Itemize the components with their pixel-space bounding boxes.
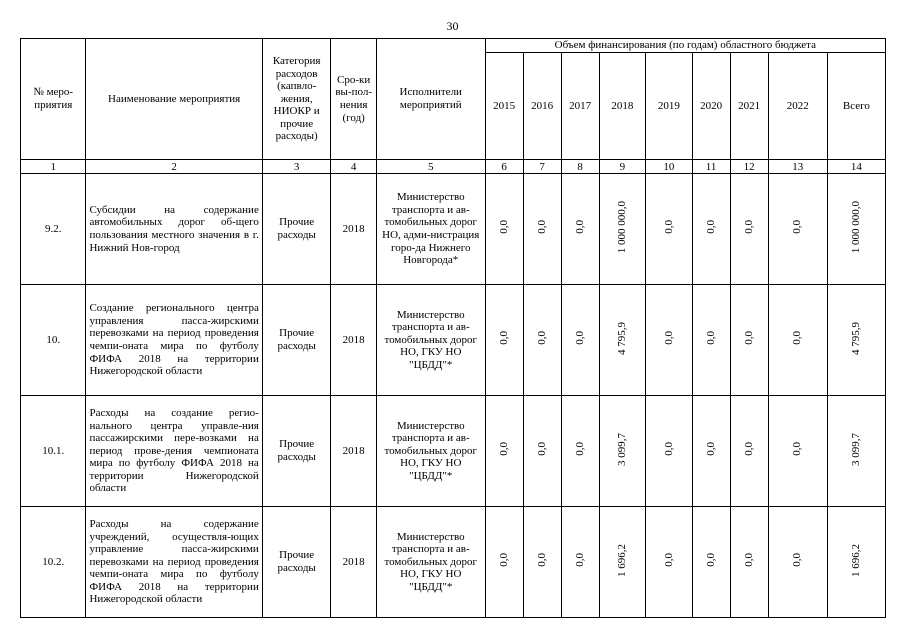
column-number: 5 [376, 160, 485, 174]
row-executors: Министерство транспорта и ав-томобильных дорог НО, адми-нистрация горо-да Нижнего Новгорода* [376, 174, 485, 285]
header-year: 2018 [599, 53, 645, 160]
row-value-cell [730, 174, 768, 285]
column-number: 9 [599, 160, 645, 174]
row-value-cell [523, 174, 561, 285]
row-term: 2018 [331, 507, 376, 618]
column-number: 13 [768, 160, 827, 174]
row-value: 1 696,2 [850, 543, 863, 577]
column-number: 12 [730, 160, 768, 174]
row-value-cell [599, 285, 645, 396]
row-executors: Министерство транспорта и ав-томобильных дорог НО, ГКУ НО "ЦБДД"* [376, 396, 485, 507]
row-value-cell [561, 396, 599, 507]
row-value: 0,0 [662, 442, 675, 457]
row-value-cell [768, 285, 827, 396]
row-value-cell [646, 174, 692, 285]
row-value: 0,0 [497, 553, 510, 568]
header-executors: Исполнители мероприятий [376, 39, 485, 160]
row-value-cell [485, 507, 523, 618]
row-term: 2018 [331, 174, 376, 285]
table-row [21, 396, 886, 507]
row-value: 0,0 [791, 553, 804, 568]
header-year: 2015 [485, 53, 523, 160]
row-category: Прочие расходы [262, 507, 331, 618]
row-value: 1 000 000,0 [850, 201, 863, 254]
row-value-cell [523, 285, 561, 396]
row-value: 0,0 [791, 442, 804, 457]
row-value-cell [523, 396, 561, 507]
row-value: 0,0 [497, 331, 510, 346]
row-value-cell [730, 396, 768, 507]
row-value-cell [827, 285, 885, 396]
row-value: 0,0 [704, 331, 717, 346]
column-number: 14 [827, 160, 885, 174]
row-value-cell [561, 285, 599, 396]
row-value: 0,0 [704, 442, 717, 457]
row-value-cell [485, 396, 523, 507]
row-value: 1 000 000,0 [616, 201, 629, 254]
page-number: 30 [446, 19, 459, 33]
row-executors: Министерство транспорта и ав-томобильных дорог НО, ГКУ НО "ЦБДД"* [376, 507, 485, 618]
header-num: № меро-приятия [21, 39, 86, 160]
header-year: 2022 [768, 53, 827, 160]
row-category: Прочие расходы [262, 396, 331, 507]
table-row [21, 174, 886, 285]
row-value-cell [646, 396, 692, 507]
row-value: 0,0 [497, 442, 510, 457]
header-year: 2019 [646, 53, 692, 160]
column-number: 6 [485, 160, 523, 174]
row-value-cell [646, 285, 692, 396]
header-term: Сро-ки вы-пол-нения (год) [331, 39, 376, 160]
funding-table [20, 38, 886, 618]
row-value-cell [599, 507, 645, 618]
header-year: 2016 [523, 53, 561, 160]
row-executors: Министерство транспорта и ав-томобильных дорог НО, ГКУ НО "ЦБДД"* [376, 285, 485, 396]
column-number: 1 [21, 160, 86, 174]
row-name: Создание регионального центра управления пасса-жирскими перевозками на период проведения чемпи-оната мира по футболу ФИФА 2018 на территории Нижегородской области [86, 285, 262, 396]
table-row [21, 507, 886, 618]
row-value-cell [599, 396, 645, 507]
row-value-cell [485, 174, 523, 285]
header-year: 2021 [730, 53, 768, 160]
row-value: 3 099,7 [850, 432, 863, 466]
row-value: 0,0 [535, 553, 548, 568]
column-number: 11 [692, 160, 730, 174]
row-value: 0,0 [742, 442, 755, 457]
row-value: 4 795,9 [850, 321, 863, 355]
row-value: 0,0 [662, 331, 675, 346]
row-category: Прочие расходы [262, 174, 331, 285]
row-value-cell [523, 507, 561, 618]
row-value-cell [768, 174, 827, 285]
row-value: 0,0 [791, 331, 804, 346]
row-value-cell [561, 507, 599, 618]
table-row [21, 285, 886, 396]
row-value-cell [692, 174, 730, 285]
row-value: 0,0 [573, 331, 586, 346]
row-value: 0,0 [573, 442, 586, 457]
header-year: Всего [827, 53, 885, 160]
row-value-cell [599, 174, 645, 285]
row-value: 0,0 [742, 553, 755, 568]
row-name: Расходы на создание регио-нального центра управле-ния пассажирскими пере-возками на период прове-дения чемпионата мира по футболу ФИФА 2018 на территории Нижегородской области [86, 396, 262, 507]
row-name: Расходы на содержание учреждений, осуществля-ющих управление пасса-жирскими перевозками на период проведения чемпи-оната мира по футболу ФИФА 2018 на территории Нижегородской области [86, 507, 262, 618]
row-value: 0,0 [704, 553, 717, 568]
row-value: 0,0 [742, 220, 755, 235]
row-value: 0,0 [573, 220, 586, 235]
row-value: 0,0 [535, 220, 548, 235]
column-number: 3 [262, 160, 331, 174]
column-number: 7 [523, 160, 561, 174]
column-number: 4 [331, 160, 376, 174]
row-value: 0,0 [573, 553, 586, 568]
row-category: Прочие расходы [262, 285, 331, 396]
row-value: 3 099,7 [616, 432, 629, 466]
row-number: 10. [21, 285, 86, 396]
row-value: 0,0 [497, 220, 510, 235]
column-number: 2 [86, 160, 262, 174]
row-value: 0,0 [704, 220, 717, 235]
row-number: 10.1. [21, 396, 86, 507]
row-value-cell [730, 507, 768, 618]
row-value: 4 795,9 [616, 321, 629, 355]
row-name: Субсидии на содержание автомобильных дорог об-щего пользования местного значения в г. Нижний Нов-город [86, 174, 262, 285]
row-value-cell [692, 507, 730, 618]
row-value-cell [768, 507, 827, 618]
row-value-cell [646, 507, 692, 618]
row-term: 2018 [331, 285, 376, 396]
header-year: 2020 [692, 53, 730, 160]
row-value: 0,0 [662, 553, 675, 568]
row-value: 0,0 [662, 220, 675, 235]
header-category: Категория расходов (капвло-жения, НИОКР и прочие расходы) [262, 39, 331, 160]
row-value-cell [827, 507, 885, 618]
row-number: 10.2. [21, 507, 86, 618]
row-value-cell [730, 285, 768, 396]
row-value: 0,0 [535, 442, 548, 457]
row-value-cell [485, 285, 523, 396]
column-number: 8 [561, 160, 599, 174]
row-value: 0,0 [791, 220, 804, 235]
column-number: 10 [646, 160, 692, 174]
row-number: 9.2. [21, 174, 86, 285]
row-value-cell [827, 396, 885, 507]
row-value-cell [692, 396, 730, 507]
row-value: 0,0 [535, 331, 548, 346]
row-term: 2018 [331, 396, 376, 507]
header-name: Наименование мероприятия [86, 39, 262, 160]
header-funding: Объем финансирования (по годам) областного бюджета [485, 39, 885, 53]
row-value-cell [768, 396, 827, 507]
row-value-cell [561, 174, 599, 285]
row-value-cell [827, 174, 885, 285]
row-value: 1 696,2 [616, 543, 629, 577]
header-year: 2017 [561, 53, 599, 160]
row-value: 0,0 [742, 331, 755, 346]
row-value-cell [692, 285, 730, 396]
